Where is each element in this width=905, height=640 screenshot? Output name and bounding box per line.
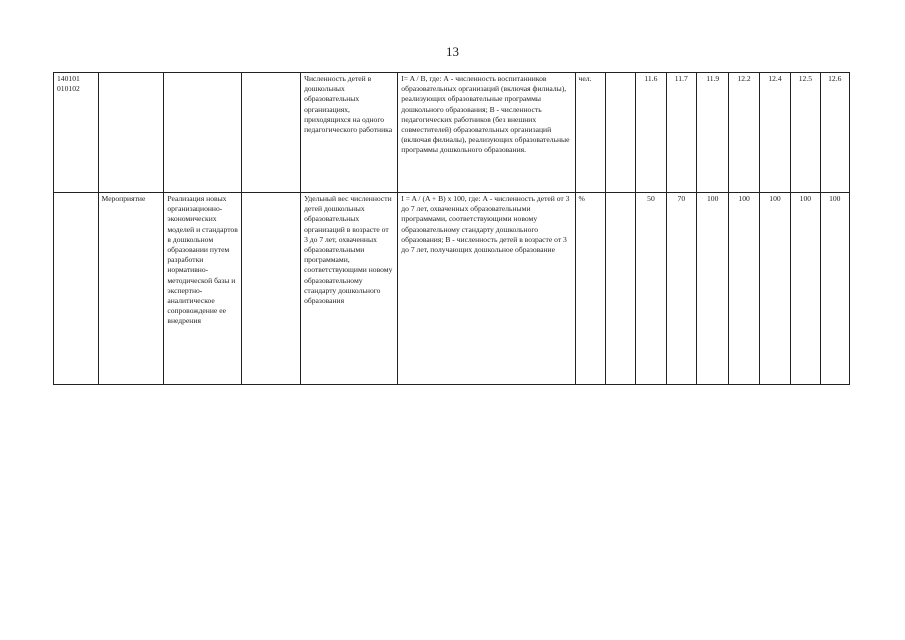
formula-cell: I= A / B, где: А - численность воспитанников образовательных организаций (включая филиалы), реализующих образовательные программы дошкольного образования; В - численность педагогических работников (без внешних совместителей) образовательных организаций (включая филиалы), реализующих образовательные программы дошкольного образования. [398,73,575,193]
code-cell [54,193,99,385]
table-row [54,193,850,385]
program-indicators-table [53,72,850,385]
empty-cell [242,193,301,385]
base-value-cell [605,193,635,385]
value-cell: 100 [697,193,729,385]
value-cell: 11.9 [697,73,729,193]
table-row [54,73,850,193]
value-cell: 12.6 [820,73,849,193]
indicator-cell: Численность детей в дошкольных образовательных организациях, приходящихся на одного педагогического работника [301,73,398,193]
base-value-cell [605,73,635,193]
code-cell: 140101 010102 [54,73,99,193]
value-cell: 11.7 [666,73,696,193]
type-cell [98,73,164,193]
page-number: 13 [446,44,459,59]
value-cell: 12.5 [791,73,820,193]
value-cell: 70 [666,193,696,385]
formula-cell: I = A / (A + B) x 100, где: А - численность детей от 3 до 7 лет, охваченных образовательными программами, соответствующими новому образовательному стандарту дошкольного образования; В - численность детей в возрасте от 3 до 7 лет, получающих дошкольное образование [398,193,575,385]
name-cell [164,73,242,193]
value-cell: 100 [759,193,790,385]
value-cell: 100 [820,193,849,385]
type-cell: Мероприятие [98,193,164,385]
value-cell: 100 [729,193,759,385]
value-cell: 12.4 [759,73,790,193]
unit-cell: чел. [575,73,605,193]
empty-cell [242,73,301,193]
value-cell: 12.2 [729,73,759,193]
unit-cell: % [575,193,605,385]
value-cell: 100 [791,193,820,385]
indicator-cell: Удельный вес численности детей дошкольных образовательных организаций в возрасте от 3 до 7 лет, охваченных образовательными программами, соответствующими новому образовательному стандарту дошкольного образования [301,193,398,385]
value-cell: 50 [636,193,666,385]
value-cell: 11.6 [636,73,666,193]
name-cell: Реализация новых организационно-экономических моделей и стандартов в дошкольном образовании путем разработки нормативно-методической базы и экспертно-аналитическое сопровождение ее внедрения [164,193,242,385]
